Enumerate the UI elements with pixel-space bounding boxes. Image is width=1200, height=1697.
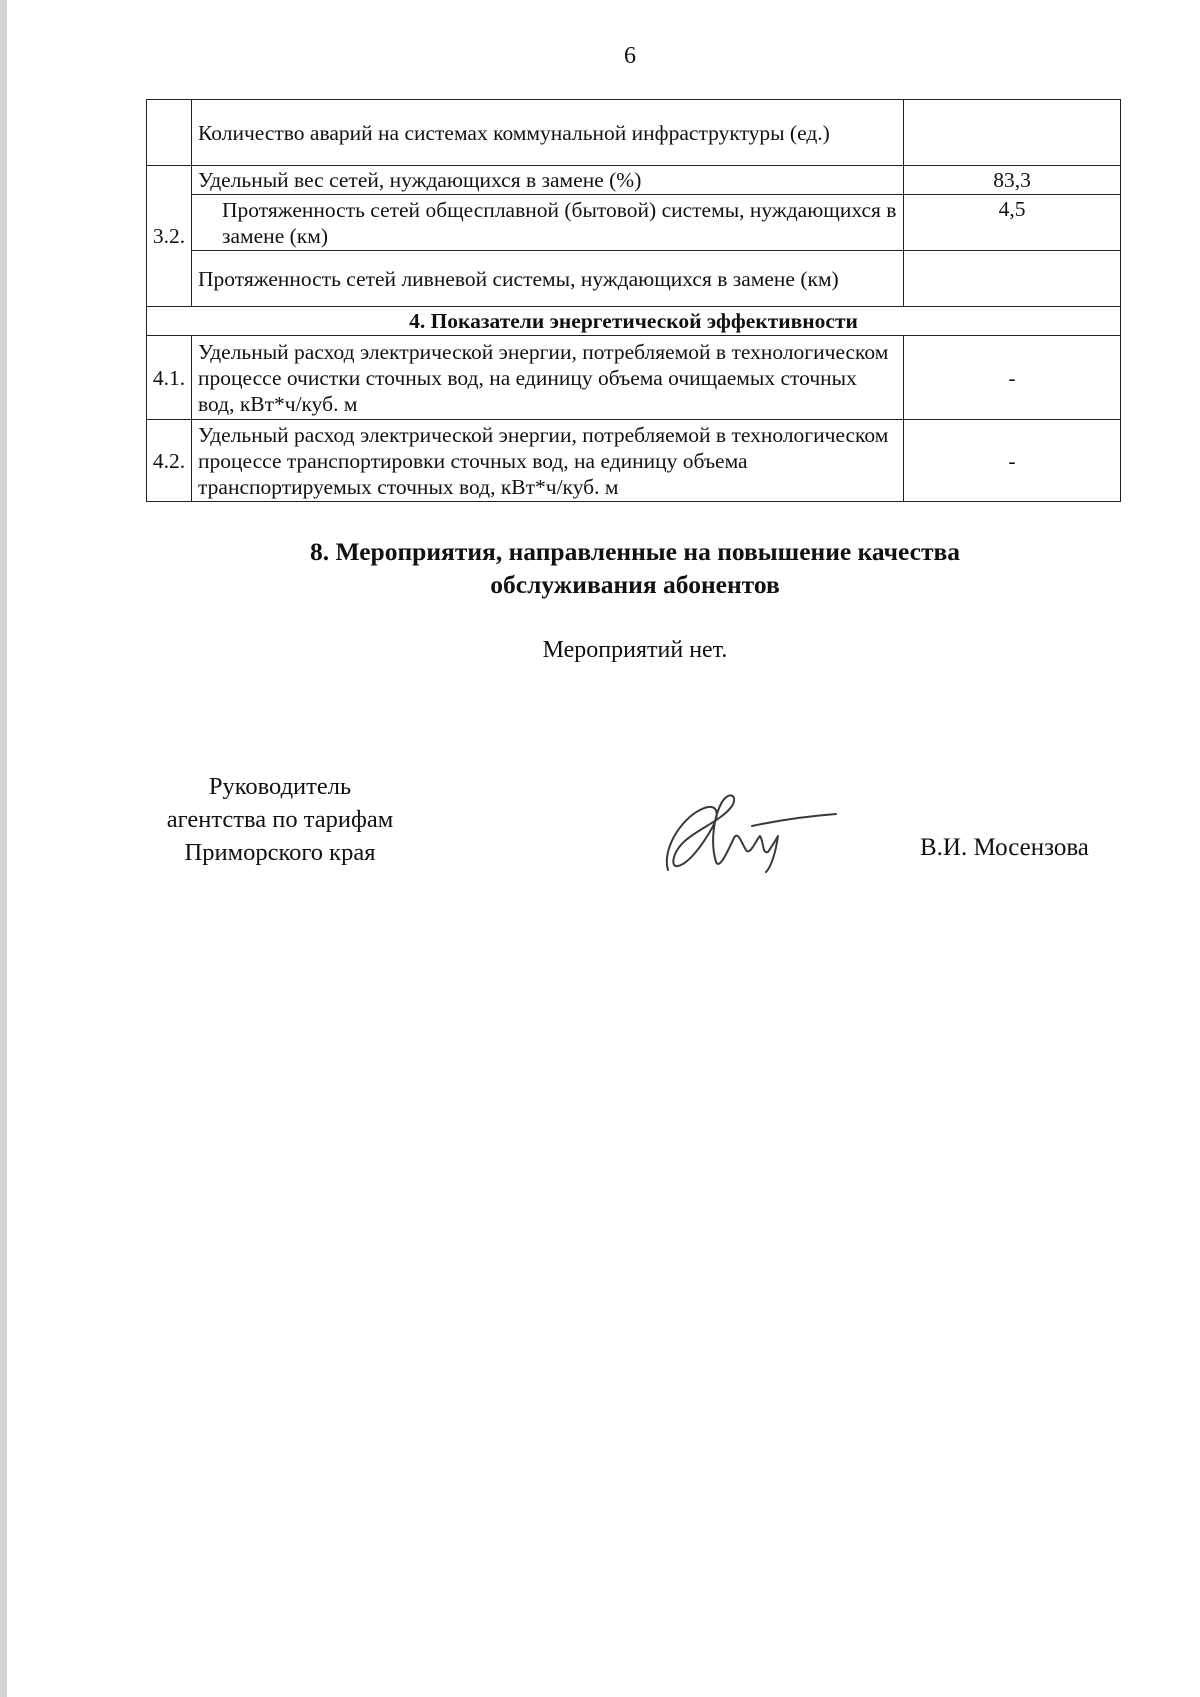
table-row bbox=[147, 251, 1121, 307]
section-8-title-line: обслуживания абонентов bbox=[490, 570, 780, 599]
signer-name: В.И. Мосензова bbox=[920, 834, 1089, 861]
page-number: 6 bbox=[624, 43, 636, 69]
indicator-name-cell: Протяженность сетей общесплавной (бытовой) системы, нуждающихся в замене (км) bbox=[192, 195, 904, 251]
indicator-name-cell: Удельный расход электрической энергии, потребляемой в технологическом процессе транспортировки сточных вод, на единицу объема транспортируемых сточных вод, кВт*ч/куб. м bbox=[192, 420, 904, 502]
indicator-name-cell: Протяженность сетей ливневой системы, нуждающихся в замене (км) bbox=[192, 251, 904, 307]
table-row bbox=[147, 195, 1121, 251]
indicator-name-cell: Удельный расход электрической энергии, потребляемой в технологическом процессе очистки сточных вод, на единицу объема очищаемых сточных вод, кВт*ч/куб. м bbox=[192, 336, 904, 420]
table-section-row bbox=[147, 307, 1121, 336]
indicator-value-cell: 83,3 bbox=[904, 166, 1121, 195]
table-row bbox=[147, 166, 1121, 195]
section-8-title bbox=[150, 535, 1120, 601]
scan-left-edge bbox=[0, 0, 7, 1697]
table-row bbox=[147, 420, 1121, 502]
indicator-value-cell: 4,5 bbox=[904, 195, 1121, 251]
indicators-table bbox=[146, 99, 1121, 502]
indicator-name-cell: Удельный вес сетей, нуждающихся в замене (%) bbox=[192, 166, 904, 195]
indicator-value-cell: - bbox=[904, 420, 1121, 502]
indicator-name-cell: Количество аварий на системах коммунальной инфраструктуры (ед.) bbox=[192, 100, 904, 166]
section-8-title-line: 8. Мероприятия, направленные на повышение качества bbox=[309, 537, 961, 566]
signer-position-line: Приморского края bbox=[184, 839, 376, 866]
signer-position-line: агентства по тарифам bbox=[166, 806, 394, 833]
signature-icon bbox=[660, 780, 840, 880]
indicator-value-cell bbox=[904, 100, 1121, 166]
table-row bbox=[147, 100, 1121, 166]
indicator-value-cell bbox=[904, 251, 1121, 307]
row-number-cell: 3.2. bbox=[147, 166, 192, 307]
row-number-cell: 4.1. bbox=[147, 336, 192, 420]
handwritten-signature bbox=[660, 780, 840, 885]
indicator-value-cell: - bbox=[904, 336, 1121, 420]
row-number-cell bbox=[147, 100, 192, 166]
table-row bbox=[147, 336, 1121, 420]
signer-position bbox=[130, 770, 430, 869]
section-heading-cell: 4. Показатели энергетической эффективности bbox=[147, 307, 1121, 336]
row-number-cell: 4.2. bbox=[147, 420, 192, 502]
signer-position-line: Руководитель bbox=[208, 773, 352, 800]
no-measures-text: Мероприятий нет. bbox=[542, 637, 728, 663]
